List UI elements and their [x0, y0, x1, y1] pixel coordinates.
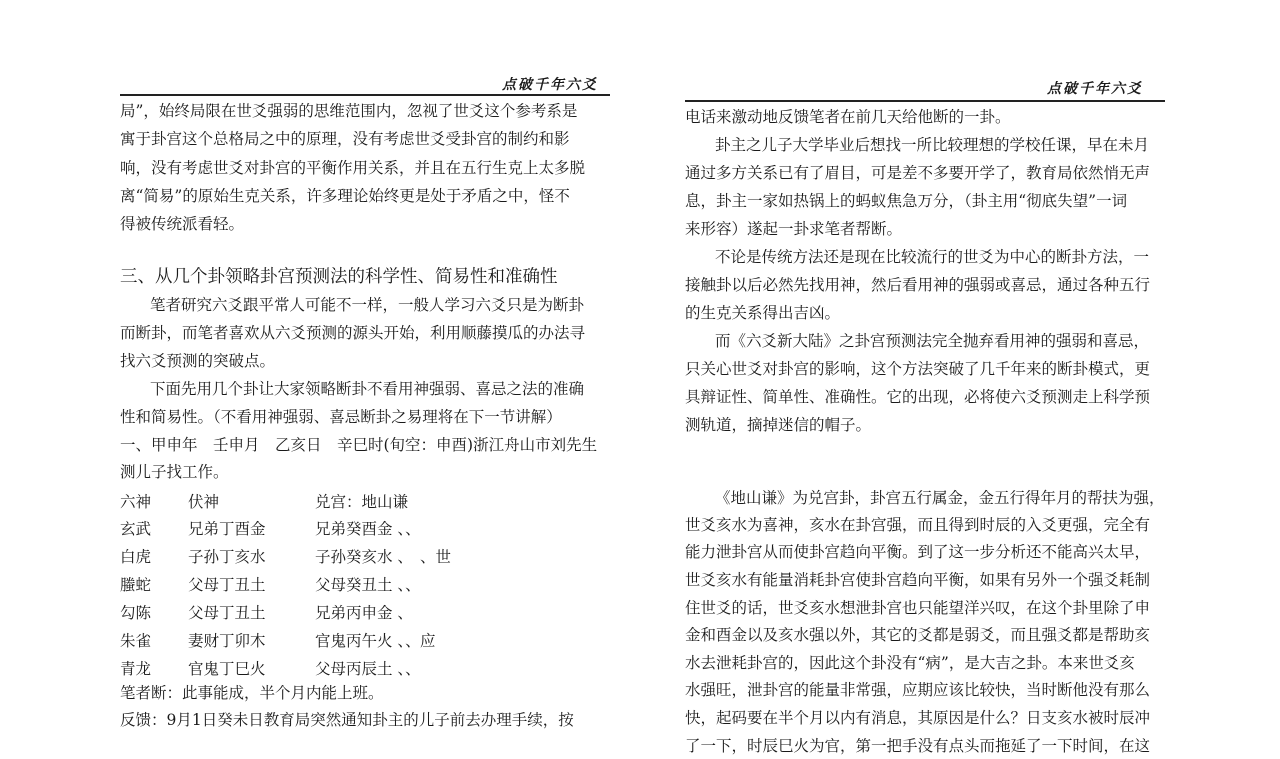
paragraph-line: 离“简易”的原始生克关系，许多理论始终更是处于矛盾之中，怪不 [120, 187, 570, 205]
table-cell: 应 [420, 632, 436, 650]
table-cell: 兄弟丁酉金 [188, 520, 266, 538]
case-heading: 一、甲申年 壬申月 乙亥日 辛巳时(旬空：申酉)浙江舟山市刘先生 [120, 436, 598, 454]
paragraph-line: 不论是传统方法还是现在比较流行的世爻为中心的断卦方法，一 [715, 248, 1150, 266]
table-cell: 朱雀 [120, 632, 152, 650]
table-cell: 伏神 [188, 493, 220, 511]
right-running-header: 点破千年六爻 [1047, 81, 1143, 97]
table-cell: 妻财丁卯木 [188, 632, 266, 650]
paragraph-line: 快，起码要在半个月以内有消息，其原因是什么？日支亥水被时辰冲 [685, 709, 1151, 727]
paragraph-line: 能力泄卦宫从而使卦宫趋向平衡。到了这一步分析还不能高兴太早， [685, 543, 1151, 561]
paragraph-line: 局”，始终局限在世爻强弱的思维范围内，忽视了世爻这个参考系是 [120, 102, 578, 120]
paragraph-line: 寓于卦宫这个总格局之中的原理，没有考虑世爻受卦宫的制约和影 [120, 130, 570, 148]
paragraph-line: 电话来激动地反馈笔者在前几天给他断的一卦。 [685, 108, 1011, 126]
table-cell: 青龙 [120, 660, 152, 678]
paragraph-line: 金和酉金以及亥水强以外，其它的爻都是弱爻，而且强爻都是帮助亥 [685, 626, 1151, 644]
paragraph-line: 得被传统派看轻。 [120, 215, 245, 233]
paragraph-line: 《地山谦》为兑宫卦，卦宫五行属金，金五行得年月的帮扶为强， [715, 489, 1165, 507]
table-cell: 子孙丁亥水 [188, 548, 266, 566]
paragraph-line: 找六爻预测的突破点。 [120, 352, 276, 370]
paragraph-line: 测儿子找工作。 [120, 463, 229, 481]
paragraph-line: 响，没有考虑世爻对卦宫的平衡作用关系，并且在五行生克上太多脱 [120, 159, 586, 177]
paragraph-line: 反馈：9月1日癸未日教育局突然通知卦主的儿子前去办理手续，按 [120, 711, 574, 729]
paragraph-line: 而断卦，而笔者喜欢从六爻预测的源头开始，利用顺藤摸瓜的办法寻 [120, 324, 586, 342]
paragraph-line: 笔者研究六爻跟平常人可能不一样，一般人学习六爻只是为断卦 [150, 296, 585, 314]
left-header-rule [120, 94, 610, 96]
table-cell: 勾陈 [120, 604, 152, 622]
table-cell: 父母丁丑土 [188, 576, 266, 594]
paragraph-line: 世爻亥水有能量消耗卦宫使卦宫趋向平衡，如果有另外一个强爻耗制 [685, 571, 1151, 589]
paragraph-line: 只关心世爻对卦宫的影响，这个方法突破了几千年来的断卦模式，更 [685, 360, 1151, 378]
left-page [120, 0, 610, 729]
paragraph-line: 性和简易性。（不看用神强弱、喜忌断卦之易理将在下一节讲解） [120, 408, 562, 426]
paragraph-line: 息，卦主一家如热锅上的蚂蚁焦急万分，（卦主用“彻底失望”一词 [685, 192, 1128, 210]
paragraph-line: 卦主之儿子大学毕业后想找一所比较理想的学校任课，早在未月 [715, 136, 1150, 154]
table-cell: 父母丙辰土 、、 [315, 660, 421, 678]
paragraph-line: 的生克关系得出吉凶。 [685, 304, 841, 322]
paragraph-line: 下面先用几个卦让大家领略断卦不看用神强弱、喜忌之法的准确 [150, 380, 585, 398]
paragraph-line: 世爻亥水为喜神，亥水在卦宫强，而且得到时辰的入爻更强，完全有 [685, 516, 1151, 534]
paragraph-line: 来形容）遂起一卦求笔者帮断。 [685, 220, 903, 238]
table-cell: 白虎 [120, 548, 152, 566]
paragraph-line: 了一下，时辰巳火为官，第一把手没有点头而拖延了一下时间，在这 [685, 737, 1151, 755]
table-cell: 兑宫：地山谦 [315, 493, 409, 511]
paragraph-line: 具辩证性、简单性、准确性。它的出现，必将使六爻预测走上科学预 [685, 388, 1151, 406]
left-running-header: 点破千年六爻 [502, 77, 598, 93]
table-cell: 官鬼丁巳火 [188, 660, 266, 678]
table-cell: 官鬼丙午火 、、 [315, 632, 421, 650]
table-cell: 玄武 [120, 520, 152, 538]
table-cell: 子孙癸亥水 、 [315, 548, 413, 566]
paragraph-line: 住世爻的话，世爻亥水想泄卦宫也只能望洋兴叹，在这个卦里除了申 [685, 599, 1151, 617]
paragraph-line: 接触卦以后必然先找用神，然后看用神的强弱或喜忌，通过各种五行 [685, 276, 1151, 294]
conclusion-line: 笔者断：此事能成，半个月内能上班。 [120, 684, 384, 702]
table-cell: 螣蛇 [120, 576, 152, 594]
section-heading: 三、从几个卦领略卦宫预测法的科学性、简易性和准确性 [120, 267, 558, 287]
paragraph-line: 而《六爻新大陆》之卦宫预测法完全抛弃看用神的强弱和喜忌， [715, 332, 1150, 350]
table-cell: 父母癸丑土 、、 [315, 576, 421, 594]
table-cell: 六神 [120, 493, 152, 511]
table-cell: 、世 [420, 548, 452, 566]
paragraph-line: 水强旺，泄卦宫的能量非常强，应期应该比较快，当时断他没有那么 [685, 681, 1151, 699]
right-page [685, 0, 1165, 755]
table-cell: 兄弟丙申金 、 [315, 604, 413, 622]
paragraph-line: 水去泄耗卦宫的，因此这个卦没有“病”，是大吉之卦。本来世爻亥 [685, 654, 1135, 672]
table-cell: 父母丁丑土 [188, 604, 266, 622]
paragraph-line: 测轨道，摘掉迷信的帽子。 [685, 416, 872, 434]
paragraph-line: 通过多方关系已有了眉目，可是差不多要开学了，教育局依然悄无声 [685, 164, 1151, 182]
right-header-rule [685, 100, 1165, 102]
table-cell: 兄弟癸酉金 、、 [315, 520, 421, 538]
